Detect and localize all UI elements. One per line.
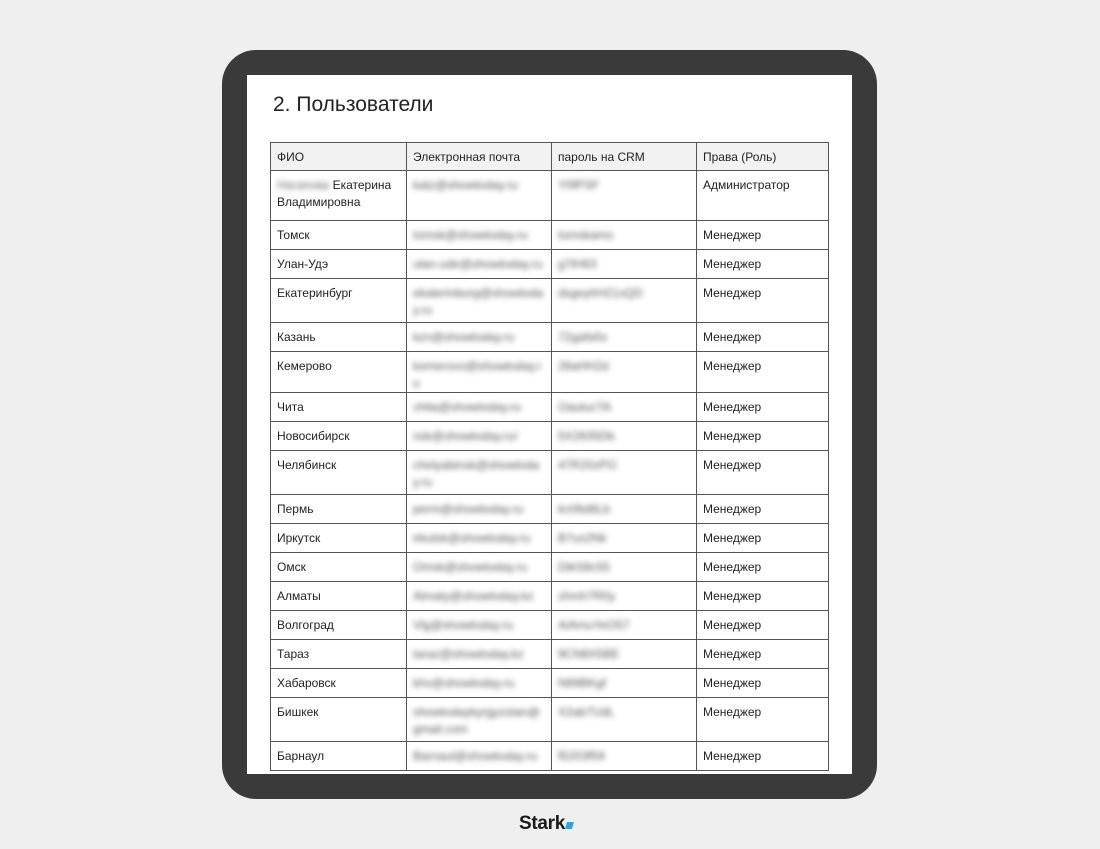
cell-email: [407, 611, 552, 640]
table-row: [271, 611, 829, 640]
cell-email: [407, 553, 552, 582]
cell-name: [271, 393, 407, 422]
cell-email-text: nsk@showtoday.ru/: [413, 429, 518, 443]
cell-name: [271, 553, 407, 582]
cell-name-text: Бишкек: [277, 705, 319, 719]
cell-name: [271, 279, 407, 323]
cell-role: Менеджер: [697, 582, 829, 611]
cell-role: Менеджер: [697, 323, 829, 352]
table-row: [271, 742, 829, 771]
cell-email: [407, 582, 552, 611]
cell-password: [552, 553, 697, 582]
table-row: [271, 323, 829, 352]
cell-email-text: chelyabinsk@showtoday.ru: [413, 458, 540, 489]
cell-email: [407, 422, 552, 451]
cell-name: [271, 323, 407, 352]
cell-name-text: Пермь: [277, 502, 314, 516]
cell-role: Менеджер: [697, 250, 829, 279]
cell-email: [407, 171, 552, 221]
cell-name-text: Тараз: [277, 647, 310, 661]
cell-password-text: AiAmuYeO57: [558, 618, 630, 632]
stark-logo: [519, 813, 573, 835]
cell-email-text: Almaty@showtoday.kz: [413, 589, 534, 603]
cell-password-text: 5X2835Db: [558, 429, 615, 443]
cell-name-text: Хабаровск: [277, 676, 336, 690]
cell-email-text: tomsk@showtoday.ru: [413, 228, 528, 242]
cell-role: Менеджер: [697, 495, 829, 524]
cell-email-text: Barnaul@showtoday.ru: [413, 749, 538, 763]
cell-name-text: Алматы: [277, 589, 321, 603]
table-row: [271, 524, 829, 553]
users-table: [270, 142, 829, 771]
cell-email: [407, 451, 552, 495]
cell-name: [271, 669, 407, 698]
cell-password-text: kc06d6Lb: [558, 502, 611, 516]
cell-name-text: Омск: [277, 560, 306, 574]
cell-name: [271, 582, 407, 611]
cell-name-surname: Нагапова: [277, 178, 330, 192]
table-row: [271, 669, 829, 698]
table-row: [271, 451, 829, 495]
cell-email-text: kzn@showtoday.ru: [413, 330, 515, 344]
table-row: [271, 422, 829, 451]
header-password: пароль на CRM: [552, 143, 697, 171]
cell-role: Администратор: [697, 171, 829, 221]
cell-name-text: Томск: [277, 228, 310, 242]
cell-email: [407, 640, 552, 669]
cell-password-text: 47R20zPO: [558, 458, 617, 472]
cell-email-text: taraz@showtoday.kz: [413, 647, 524, 661]
cell-email: [407, 279, 552, 323]
cell-name: [271, 422, 407, 451]
cell-name: [271, 495, 407, 524]
cell-password: [552, 524, 697, 553]
cell-name: [271, 171, 407, 221]
cell-name-text: Иркутск: [277, 531, 321, 545]
cell-role: Менеджер: [697, 393, 829, 422]
cell-password: [552, 451, 697, 495]
cell-password-text: tomskamo: [558, 228, 614, 242]
cell-name-text: Улан-Удэ: [277, 257, 329, 271]
cell-password-text: DtkS8c55: [558, 560, 611, 574]
cell-password-text: g7tH63: [558, 257, 597, 271]
cell-name-text: Чита: [277, 400, 304, 414]
table-row: [271, 582, 829, 611]
table-body: [271, 171, 829, 771]
cell-name-text: Волгоград: [277, 618, 334, 632]
cell-name: [271, 611, 407, 640]
table-row: [271, 698, 829, 742]
cell-password: [552, 698, 697, 742]
cell-password-text: N89BKgf: [558, 676, 607, 690]
cell-role: Менеджер: [697, 524, 829, 553]
tablet-frame: [222, 50, 877, 799]
table-row: [271, 640, 829, 669]
table-row: [271, 250, 829, 279]
cell-email-text: Vlg@showtoday.ru: [413, 618, 514, 632]
cell-password: [552, 582, 697, 611]
table-row: [271, 171, 829, 221]
cell-email: [407, 524, 552, 553]
cell-role: Менеджер: [697, 742, 829, 771]
cell-role: Менеджер: [697, 221, 829, 250]
cell-email-text: katz@showtoday.ru: [413, 178, 518, 192]
cell-role: Менеджер: [697, 698, 829, 742]
cell-password: [552, 640, 697, 669]
header-email: Электронная почта: [407, 143, 552, 171]
brand-text: Stark: [519, 813, 566, 834]
cell-email-text: kemerovo@showtoday.ru: [413, 359, 542, 390]
cell-name: [271, 221, 407, 250]
page-title: 2. Пользователи: [273, 93, 434, 116]
cell-email: [407, 742, 552, 771]
cell-password-text: B7us2Nk: [558, 531, 607, 545]
cell-password-text: 72gafa5s: [558, 330, 608, 344]
cell-password: [552, 495, 697, 524]
cell-email-text: ekaterinburg@showtoday.ru: [413, 286, 544, 317]
cell-password-text: 28aHH2d: [558, 359, 609, 373]
cell-password-text: 9CN8X5BE: [558, 647, 620, 661]
cell-email-text: perm@showtoday.ru: [413, 502, 524, 516]
cell-role: Менеджер: [697, 451, 829, 495]
table-row: [271, 495, 829, 524]
cell-name: [271, 451, 407, 495]
cell-role: Менеджер: [697, 611, 829, 640]
cell-password-text: OautucTA: [558, 400, 612, 414]
cell-name-text: Екатеринбург: [277, 286, 353, 300]
cell-name: [271, 352, 407, 393]
cell-password: [552, 279, 697, 323]
cell-name-text: Челябинск: [277, 458, 337, 472]
cell-password: [552, 171, 697, 221]
cell-role: Менеджер: [697, 352, 829, 393]
cell-name-text: Екатерина Владимировна: [277, 178, 392, 209]
header-fio: ФИО: [271, 143, 407, 171]
table-row: [271, 221, 829, 250]
cell-role: Менеджер: [697, 669, 829, 698]
cell-name: [271, 698, 407, 742]
cell-email-text: chita@showtoday.ru: [413, 400, 522, 414]
arrow-icon: [565, 822, 574, 829]
cell-email: [407, 495, 552, 524]
cell-password-text: Y0fPSF: [558, 178, 600, 192]
cell-password: [552, 323, 697, 352]
cell-password-text: f5203f59: [558, 749, 605, 763]
cell-name: [271, 524, 407, 553]
cell-email-text: irkutsk@showtoday.ru: [413, 531, 531, 545]
cell-email: [407, 393, 552, 422]
cell-name-text: Казань: [277, 330, 316, 344]
cell-password: [552, 742, 697, 771]
table-row: [271, 279, 829, 323]
cell-name-text: Барнаул: [277, 749, 325, 763]
cell-email-text: showtodaykyrgyzstan@gmail.com: [413, 705, 540, 736]
cell-email: [407, 669, 552, 698]
cell-name: [271, 742, 407, 771]
cell-email: [407, 250, 552, 279]
table-row: [271, 352, 829, 393]
cell-password: [552, 611, 697, 640]
cell-name-text: Кемерово: [277, 359, 332, 373]
cell-password: [552, 250, 697, 279]
header-role: Права (Роль): [697, 143, 829, 171]
cell-email-text: Omsk@showtoday.ru: [413, 560, 527, 574]
cell-email: [407, 352, 552, 393]
cell-name: [271, 250, 407, 279]
cell-password-text: dsgeyhH21xQD: [558, 286, 643, 300]
table-row: [271, 553, 829, 582]
cell-role: Менеджер: [697, 640, 829, 669]
cell-email: [407, 221, 552, 250]
cell-role: Менеджер: [697, 279, 829, 323]
table-header-row: [271, 143, 829, 171]
cell-password: [552, 393, 697, 422]
cell-password: [552, 221, 697, 250]
cell-password: [552, 422, 697, 451]
cell-email-text: ulan-ude@showtoday.ru: [413, 257, 543, 271]
cell-password-text: X2ab7UdL: [558, 705, 615, 719]
cell-email: [407, 698, 552, 742]
cell-name-text: Новосибирск: [277, 429, 350, 443]
cell-password: [552, 669, 697, 698]
cell-role: Менеджер: [697, 553, 829, 582]
cell-email-text: khv@showtoday.ru: [413, 676, 515, 690]
cell-role: Менеджер: [697, 422, 829, 451]
cell-password-text: zhmh7R0y: [558, 589, 616, 603]
table-row: [271, 393, 829, 422]
cell-email: [407, 323, 552, 352]
document-page: [247, 75, 852, 774]
cell-name: [271, 640, 407, 669]
cell-password: [552, 352, 697, 393]
